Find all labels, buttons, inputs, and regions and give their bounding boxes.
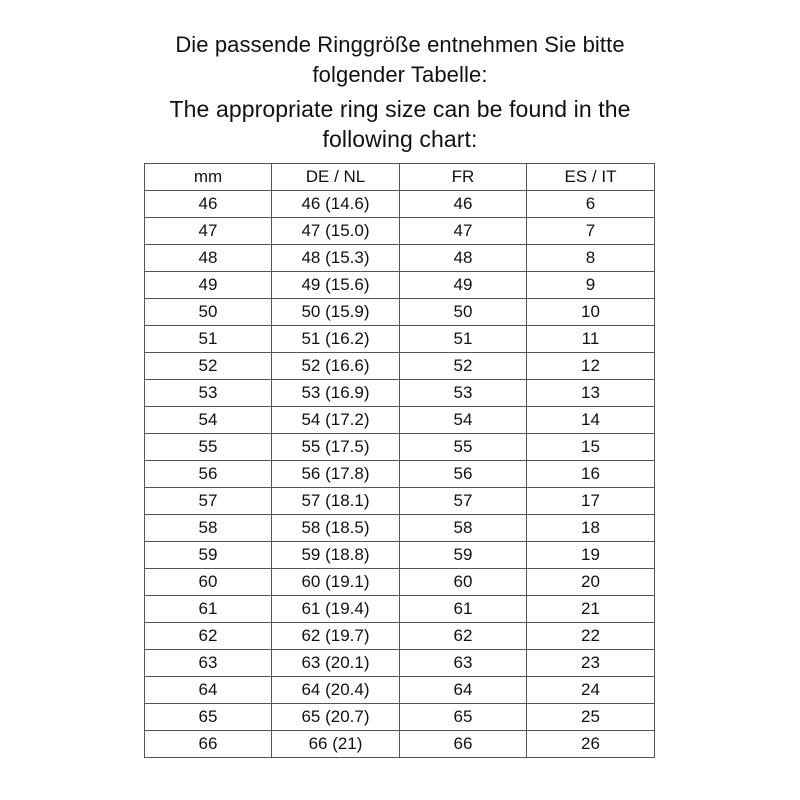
table-row <box>145 299 655 326</box>
mm-cell: 55 <box>145 434 272 461</box>
es-it-cell: 20 <box>527 569 655 596</box>
de-nl-cell: 58 (18.5) <box>272 515 400 542</box>
es-it-cell: 8 <box>527 245 655 272</box>
table-row <box>145 677 655 704</box>
de-nl-cell: 57 (18.1) <box>272 488 400 515</box>
table-row <box>145 650 655 677</box>
table-row <box>145 542 655 569</box>
mm-cell: 54 <box>145 407 272 434</box>
de-nl-cell: 60 (19.1) <box>272 569 400 596</box>
fr-cell: 57 <box>400 488 527 515</box>
fr-cell: 59 <box>400 542 527 569</box>
es-it-cell: 23 <box>527 650 655 677</box>
es-it-cell: 14 <box>527 407 655 434</box>
mm-cell: 61 <box>145 596 272 623</box>
es-it-cell: 26 <box>527 731 655 758</box>
table-row <box>145 488 655 515</box>
es-it-cell: 17 <box>527 488 655 515</box>
de-nl-cell: 64 (20.4) <box>272 677 400 704</box>
mm-cell: 60 <box>145 569 272 596</box>
mm-cell: 53 <box>145 380 272 407</box>
mm-cell: 48 <box>145 245 272 272</box>
fr-cell: 62 <box>400 623 527 650</box>
mm-cell: 63 <box>145 650 272 677</box>
table-row <box>145 461 655 488</box>
de-nl-cell: 66 (21) <box>272 731 400 758</box>
table-row <box>145 569 655 596</box>
es-it-cell: 6 <box>527 191 655 218</box>
de-nl-cell: 62 (19.7) <box>272 623 400 650</box>
es-it-cell: 24 <box>527 677 655 704</box>
fr-cell: 46 <box>400 191 527 218</box>
es-it-cell: 25 <box>527 704 655 731</box>
de-nl-cell: 63 (20.1) <box>272 650 400 677</box>
fr-cell: 48 <box>400 245 527 272</box>
fr-cell: 55 <box>400 434 527 461</box>
fr-cell: 63 <box>400 650 527 677</box>
es-it-cell: 12 <box>527 353 655 380</box>
heading-english <box>0 94 800 154</box>
fr-cell: 51 <box>400 326 527 353</box>
es-it-cell: 10 <box>527 299 655 326</box>
fr-cell: 49 <box>400 272 527 299</box>
fr-cell: 52 <box>400 353 527 380</box>
de-nl-cell: 56 (17.8) <box>272 461 400 488</box>
es-it-cell: 15 <box>527 434 655 461</box>
mm-cell: 66 <box>145 731 272 758</box>
fr-cell: 58 <box>400 515 527 542</box>
fr-cell: 56 <box>400 461 527 488</box>
heading-english-line-1: The appropriate ring size can be found in the <box>169 96 631 122</box>
mm-cell: 50 <box>145 299 272 326</box>
fr-cell: 47 <box>400 218 527 245</box>
de-nl-cell: 59 (18.8) <box>272 542 400 569</box>
table-row <box>145 623 655 650</box>
mm-cell: 51 <box>145 326 272 353</box>
mm-cell: 62 <box>145 623 272 650</box>
de-nl-cell: 46 (14.6) <box>272 191 400 218</box>
es-it-cell: 22 <box>527 623 655 650</box>
es-it-cell: 21 <box>527 596 655 623</box>
de-nl-cell: 61 (19.4) <box>272 596 400 623</box>
heading-german <box>0 30 800 90</box>
de-nl-cell: 52 (16.6) <box>272 353 400 380</box>
table-row <box>145 191 655 218</box>
table-row <box>145 353 655 380</box>
de-nl-cell: 48 (15.3) <box>272 245 400 272</box>
heading-german-line-2: folgender Tabelle: <box>312 62 488 87</box>
heading-english-line-2: following chart: <box>322 126 478 152</box>
column-header-mm: mm <box>145 164 272 191</box>
table-row <box>145 731 655 758</box>
fr-cell: 64 <box>400 677 527 704</box>
es-it-cell: 18 <box>527 515 655 542</box>
table-row <box>145 515 655 542</box>
fr-cell: 60 <box>400 569 527 596</box>
es-it-cell: 11 <box>527 326 655 353</box>
es-it-cell: 13 <box>527 380 655 407</box>
table-row <box>145 407 655 434</box>
fr-cell: 65 <box>400 704 527 731</box>
de-nl-cell: 47 (15.0) <box>272 218 400 245</box>
fr-cell: 53 <box>400 380 527 407</box>
mm-cell: 52 <box>145 353 272 380</box>
es-it-cell: 19 <box>527 542 655 569</box>
fr-cell: 61 <box>400 596 527 623</box>
es-it-cell: 9 <box>527 272 655 299</box>
fr-cell: 54 <box>400 407 527 434</box>
table-row <box>145 434 655 461</box>
table-row <box>145 326 655 353</box>
mm-cell: 59 <box>145 542 272 569</box>
de-nl-cell: 55 (17.5) <box>272 434 400 461</box>
column-header-es-it: ES / IT <box>527 164 655 191</box>
mm-cell: 57 <box>145 488 272 515</box>
column-header-fr: FR <box>400 164 527 191</box>
mm-cell: 49 <box>145 272 272 299</box>
de-nl-cell: 65 (20.7) <box>272 704 400 731</box>
fr-cell: 66 <box>400 731 527 758</box>
de-nl-cell: 49 (15.6) <box>272 272 400 299</box>
table-header-row <box>145 164 655 191</box>
table-row <box>145 272 655 299</box>
table-row <box>145 380 655 407</box>
es-it-cell: 7 <box>527 218 655 245</box>
table-row <box>145 218 655 245</box>
table-body <box>145 191 655 758</box>
de-nl-cell: 53 (16.9) <box>272 380 400 407</box>
mm-cell: 56 <box>145 461 272 488</box>
table-row <box>145 245 655 272</box>
table-row <box>145 596 655 623</box>
heading-german-line-1: Die passende Ringgröße entnehmen Sie bitte <box>175 32 625 57</box>
ring-size-table <box>144 163 655 758</box>
mm-cell: 46 <box>145 191 272 218</box>
mm-cell: 58 <box>145 515 272 542</box>
es-it-cell: 16 <box>527 461 655 488</box>
mm-cell: 65 <box>145 704 272 731</box>
de-nl-cell: 50 (15.9) <box>272 299 400 326</box>
de-nl-cell: 54 (17.2) <box>272 407 400 434</box>
column-header-de-nl: DE / NL <box>272 164 400 191</box>
table-row <box>145 704 655 731</box>
mm-cell: 47 <box>145 218 272 245</box>
fr-cell: 50 <box>400 299 527 326</box>
mm-cell: 64 <box>145 677 272 704</box>
de-nl-cell: 51 (16.2) <box>272 326 400 353</box>
